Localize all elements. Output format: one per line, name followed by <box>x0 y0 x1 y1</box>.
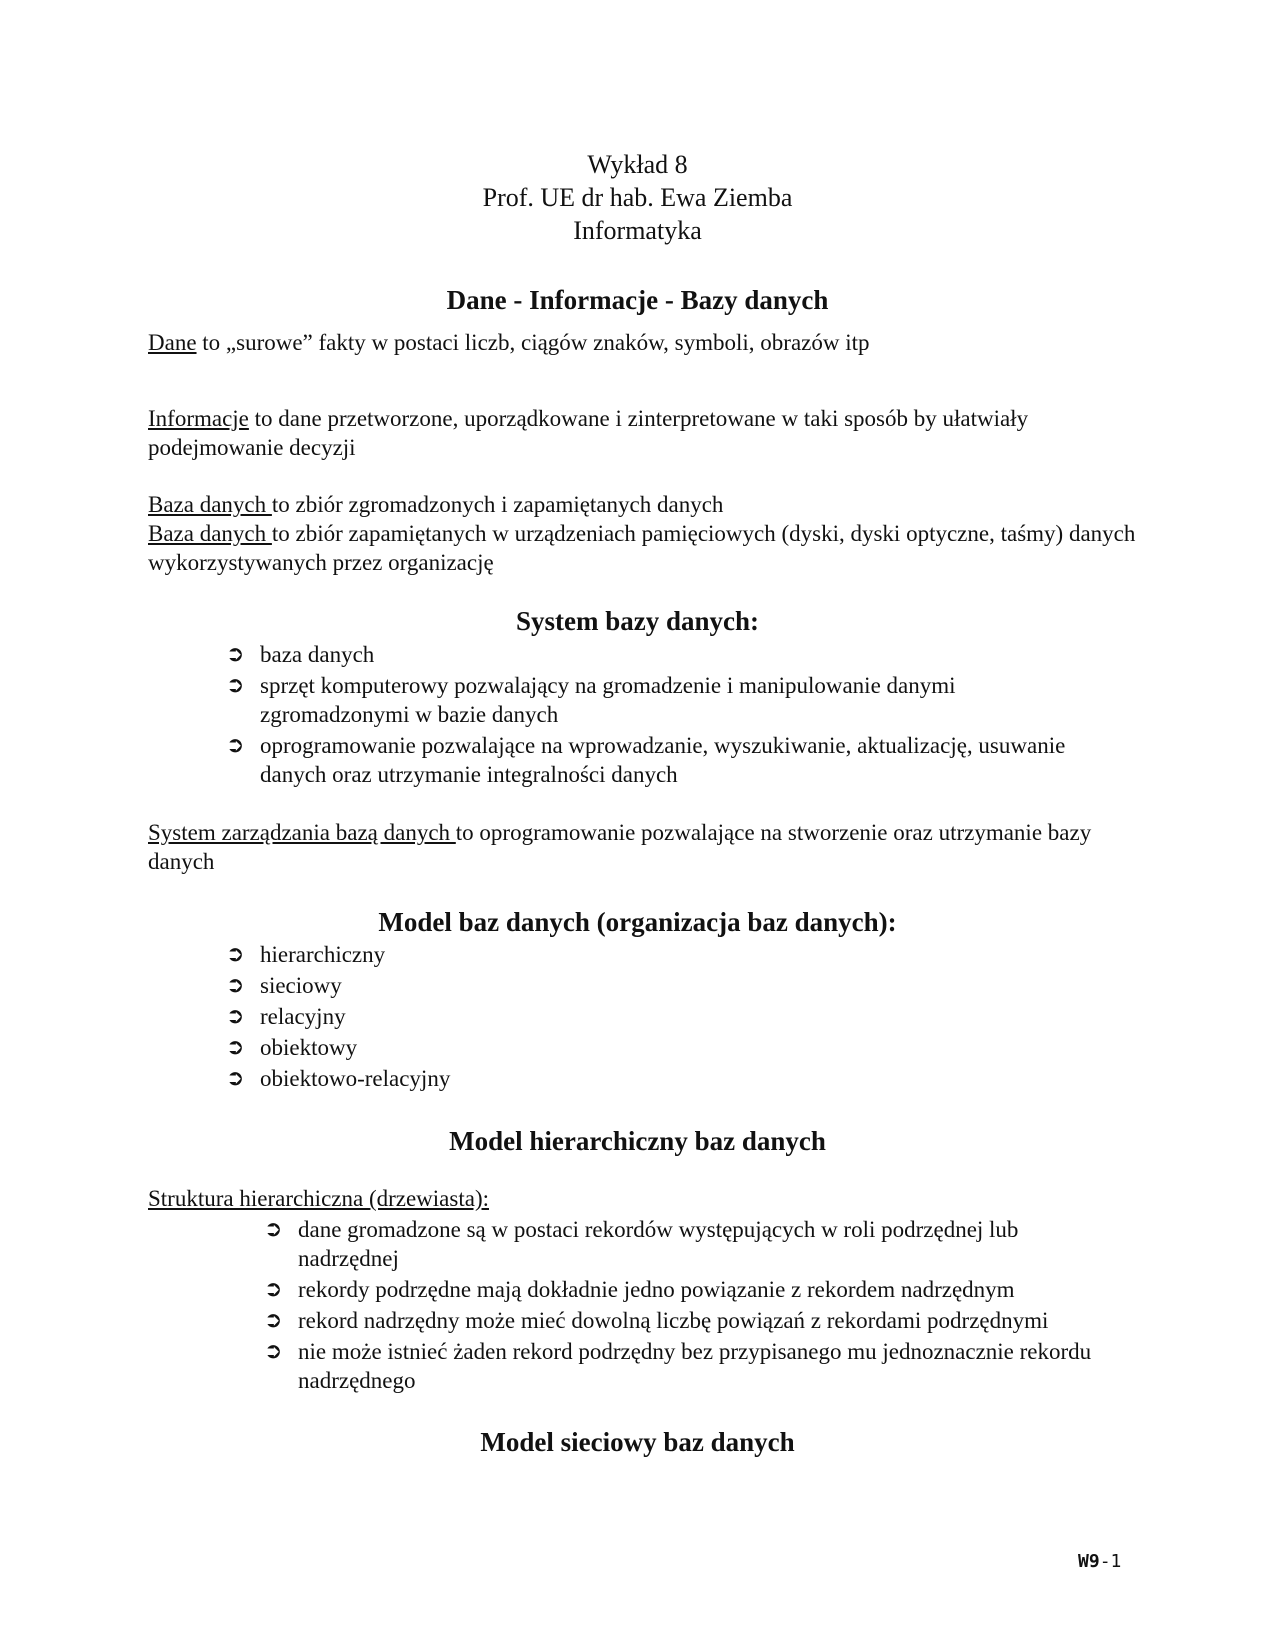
system-components-list <box>226 640 1096 791</box>
arrow-bullet-icon: ➲ <box>226 973 245 998</box>
term-szbd: System zarządzania bazą danych <box>148 820 456 845</box>
page-number <box>1078 1551 1121 1573</box>
list-item: ➲ relacyjny <box>226 1004 346 1029</box>
structure-label <box>148 1184 1138 1213</box>
def-szbd: to oprogramowanie pozwalające na stworzenie oraz utrzymanie bazy danych <box>148 820 1092 874</box>
term-dane: Dane <box>148 330 197 355</box>
definition-informacje <box>148 404 1138 462</box>
section-title-model-baz: Model baz danych (organizacja baz danych): <box>378 907 897 937</box>
list-item: ➲ oprogramowanie pozwalające na wprowadzanie, wyszukiwanie, aktualizację, usuwanie danych oraz utrzymanie integralności danych <box>226 733 1066 787</box>
author-name: Prof. UE dr hab. Ewa Ziemba <box>482 183 793 212</box>
term-struktura: Struktura hierarchiczna (drzewiasta): <box>148 1186 489 1211</box>
list-item: ➲ rekord nadrzędny może mieć dowolną liczbę powiązań z rekordami podrzędnymi <box>264 1308 1049 1333</box>
list-item: ➲ obiektowy <box>226 1035 358 1060</box>
definition-baza-danych <box>148 490 1138 577</box>
list-item: ➲ rekordy podrzędne mają dokładnie jedno powiązanie z rekordem nadrzędnym <box>264 1277 1015 1302</box>
arrow-bullet-icon: ➲ <box>226 1004 245 1029</box>
course-subject: Informatyka <box>573 216 702 245</box>
arrow-bullet-icon: ➲ <box>226 733 245 758</box>
arrow-bullet-icon: ➲ <box>226 1035 245 1060</box>
def-baza-danych-1: to zbiór zgromadzonych i zapamiętanych danych <box>271 492 724 517</box>
document-header <box>0 148 1275 247</box>
arrow-bullet-icon: ➲ <box>226 1066 245 1091</box>
list-item: ➲ baza danych <box>226 642 375 667</box>
page-index: -1 <box>1099 1551 1122 1572</box>
list-item: ➲ nie może istnieć żaden rekord podrzędny bez przypisanego mu jednoznacznie rekordu nadrzędnego <box>264 1339 1092 1393</box>
lecture-number: Wykład 8 <box>587 150 688 179</box>
arrow-bullet-icon: ➲ <box>264 1308 283 1333</box>
list-item: ➲ sieciowy <box>226 973 342 998</box>
def-informacje: to dane przetworzone, uporządkowane i zinterpretowane w taki sposób by ułatwiały podejmowanie decyzji <box>148 406 1029 460</box>
definition-szbd <box>148 818 1138 876</box>
section-title-model-hierarchiczny: Model hierarchiczny baz danych <box>449 1126 826 1156</box>
section-title-model-sieciowy: Model sieciowy baz danych <box>480 1427 795 1457</box>
arrow-bullet-icon: ➲ <box>226 642 245 667</box>
hierarchical-rules-list <box>264 1215 1119 1397</box>
def-baza-danych-2: to zbiór zapamiętanych w urządzeniach pamięciowych (dyski, dyski optyczne, taśmy) danych wykorzystywanych przez organizację <box>148 521 1136 575</box>
arrow-bullet-icon: ➲ <box>226 673 245 698</box>
term-baza-danych-2: Baza danych <box>148 521 272 546</box>
models-list <box>226 940 1096 1095</box>
list-item: ➲ hierarchiczny <box>226 942 386 967</box>
arrow-bullet-icon: ➲ <box>264 1217 283 1242</box>
def-dane: to „surowe” fakty w postaci liczb, ciągów znaków, symboli, obrazów itp <box>196 330 870 355</box>
section-title-system-bazy: System bazy danych: <box>515 606 759 636</box>
list-item: ➲ sprzęt komputerowy pozwalający na gromadzenie i manipulowanie danymi zgromadzonymi w bazie danych <box>226 673 956 727</box>
list-item: ➲ dane gromadzone są w postaci rekordów występujących w roli podrzędnej lub nadrzędnej <box>264 1217 1019 1271</box>
arrow-bullet-icon: ➲ <box>264 1277 283 1302</box>
term-informacje: Informacje <box>148 406 249 431</box>
definition-dane <box>148 328 1138 357</box>
page-code: W9 <box>1078 1551 1100 1572</box>
term-baza-danych-1: Baza danych <box>148 492 272 517</box>
list-item: ➲ obiektowo-relacyjny <box>226 1066 451 1091</box>
arrow-bullet-icon: ➲ <box>226 942 245 967</box>
arrow-bullet-icon: ➲ <box>264 1339 283 1364</box>
section-title-data-information: Dane - Informacje - Bazy danych <box>446 285 829 315</box>
